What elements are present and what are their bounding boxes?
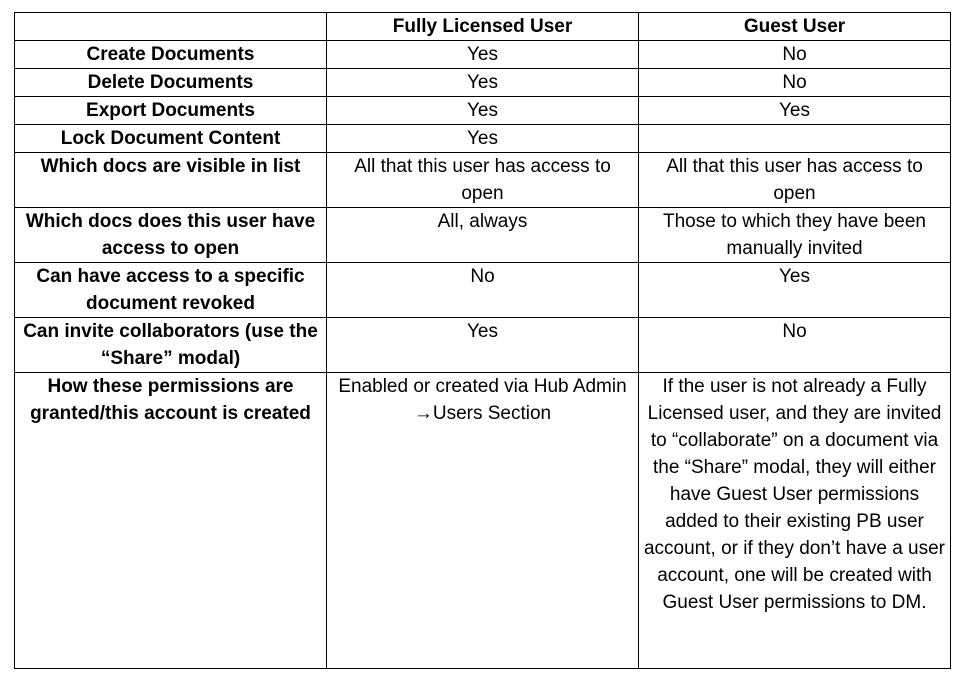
header-cell-fully-licensed-user: Fully Licensed User [327, 13, 639, 41]
licensed-value: No [327, 263, 639, 318]
guest-value: No [639, 41, 951, 69]
guest-value: Yes [639, 97, 951, 125]
row-label: Export Documents [15, 97, 327, 125]
licensed-value: Yes [327, 41, 639, 69]
table-row [15, 373, 951, 669]
row-label: Delete Documents [15, 69, 327, 97]
table-row [15, 41, 951, 69]
permissions-table [14, 12, 951, 669]
table-row [15, 69, 951, 97]
table-row [15, 263, 951, 318]
table-header-row [15, 13, 951, 41]
row-label: Which docs are visible in list [15, 153, 327, 208]
licensed-value: All that this user has access to open [327, 153, 639, 208]
guest-value: Yes [639, 263, 951, 318]
table-row [15, 318, 951, 373]
row-label: Can have access to a specific document revoked [15, 263, 327, 318]
row-label: Which docs does this user have access to open [15, 208, 327, 263]
guest-value: No [639, 318, 951, 373]
guest-value: If the user is not already a Fully Licensed user, and they are invited to “collaborate” on a document via the “Share” modal, they will either have Guest User permissions added to their existing PB user account, or if they don’t have a user account, one will be created with Guest User permissions to DM. [639, 373, 951, 669]
table-row [15, 125, 951, 153]
row-label: How these permissions are granted/this account is created [15, 373, 327, 669]
licensed-value: Yes [327, 97, 639, 125]
guest-value: Those to which they have been manually invited [639, 208, 951, 263]
row-label: Can invite collaborators (use the “Share” modal) [15, 318, 327, 373]
table-row [15, 208, 951, 263]
guest-value: No [639, 69, 951, 97]
licensed-value: Yes [327, 125, 639, 153]
licensed-value: Yes [327, 69, 639, 97]
licensed-value: All, always [327, 208, 639, 263]
licensed-value: Yes [327, 318, 639, 373]
licensed-value: Enabled or created via Hub Admin →Users Section [327, 373, 639, 669]
table-row [15, 97, 951, 125]
header-cell-empty [15, 13, 327, 41]
row-label: Create Documents [15, 41, 327, 69]
row-label: Lock Document Content [15, 125, 327, 153]
guest-value: All that this user has access to open [639, 153, 951, 208]
table-row [15, 153, 951, 208]
guest-value [639, 125, 951, 153]
header-cell-guest-user: Guest User [639, 13, 951, 41]
